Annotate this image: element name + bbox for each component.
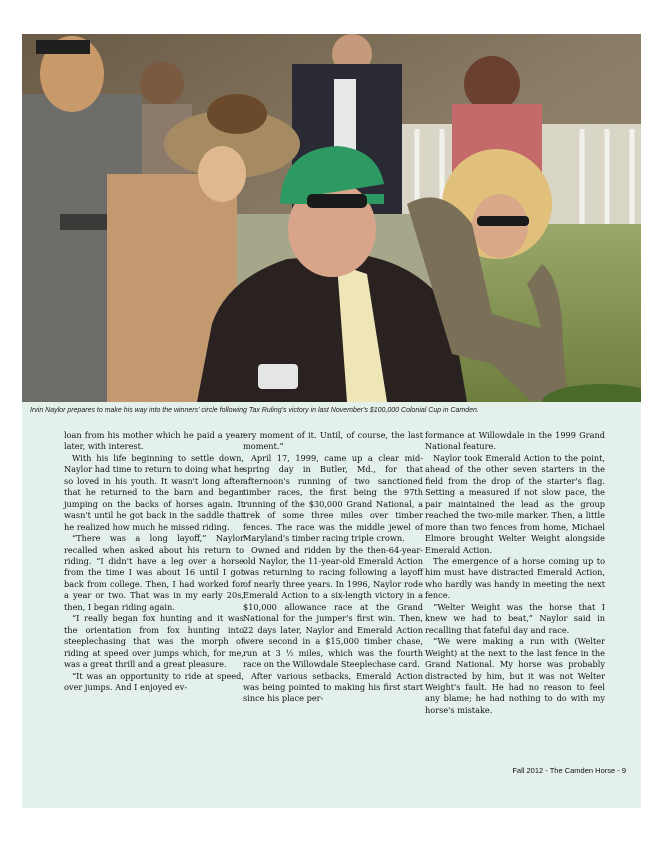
paragraph: formance at Willowdale in the 1999 Grand National feature. [425,430,605,452]
text-column-1 [64,430,244,693]
paragraph: “There was a long layoff,” Naylor recalled when asked about his return to riding. “I didn't have a leg over a horse from the time I was about 16 until I got back from college. Then, I had worked for a year or two. That was in my early 20s, then, I began riding again. [64,533,244,612]
paragraph: After various setbacks, Emerald Action was being pointed to making his first start since his place per- [243,670,423,704]
photo-caption: Irvin Naylor prepares to make his way into the winners' circle following Tax Ruling's victory in last November's $100,000 Colonial Cup in Camden. [30,407,479,414]
paragraph: Owned and ridden by the then-64-year-old Naylor, the 11-year-old Emerald Action was returning to racing following a layoff of nearly three years. In 1996, Naylor rode Emerald Action to a six-length victory in a $10,000 allowance race at the Grand National for the jumper's first win. Then, 22 days later, Naylor and Emerald Action were second in a $15,000 timber chase, run at 3 ½ miles, which was the fourth race on the Willowdale Steeplechase card. [243,544,423,670]
paragraph: April 17, 1999, came up a clear mid-spring day in Butler, Md., for that afternoon's running of two sanctioned timber races, the first being the 97th running of the $30,000 Grand National, a trek of some three miles over timber fences. The race was the middle jewel of Maryland's timber racing triple crown. [243,452,423,544]
photo-image [22,34,641,402]
text-column-2 [243,430,423,705]
text-column-3 [425,430,605,716]
paragraph: ery moment of it. Until, of course, the last moment.” [243,430,423,452]
paragraph: “It was an opportunity to ride at speed, over jumps. And I enjoyed ev- [64,670,244,692]
feature-photo [22,34,641,402]
paragraph: loan from his mother which he paid a year later, with interest. [64,430,244,452]
paragraph: “We were making a run with (Welter Weight) at the next to the last fence in the Grand National. My horse was probably distracted by him, but it was not Welter Weight's fault. He had no reason to feel any blame; he had nothing to do with my horse's mistake. [425,636,605,715]
paragraph: “I really began fox hunting and it was the orientation from fox hunting into steeplechasing that was the morph of riding at speed over jumps which, for me, was a great thrill and a great pleasure. [64,613,244,670]
paragraph: Naylor took Emerald Action to the point, ahead of the other seven starters in the field from the drop of the starter's flag. Setting a measured if not slow pace, the pair maintained the lead as the group reached the two-mile marker. Then, a little more than two fences from home, Michael Elmore brought Welter Weight alongside Emerald Action. [425,452,605,555]
paragraph: “Welter Weight was the horse that I knew we had to beat,” Naylor said in recalling that fateful day and race. [425,601,605,635]
page-folio: Fall 2012 - The Camden Horse - 9 [512,766,626,775]
paragraph: The emergence of a horse coming up to him must have distracted Emerald Action, who hardly was handy in meeting the next fence. [425,555,605,601]
paragraph: With his life beginning to settle down, Naylor had time to return to doing what he so loved in his youth. It wasn't long after that he returned to the barn and began jumping on the backs of horses again. It wasn't until he got back in the saddle that he realized how much he missed riding. [64,452,244,532]
